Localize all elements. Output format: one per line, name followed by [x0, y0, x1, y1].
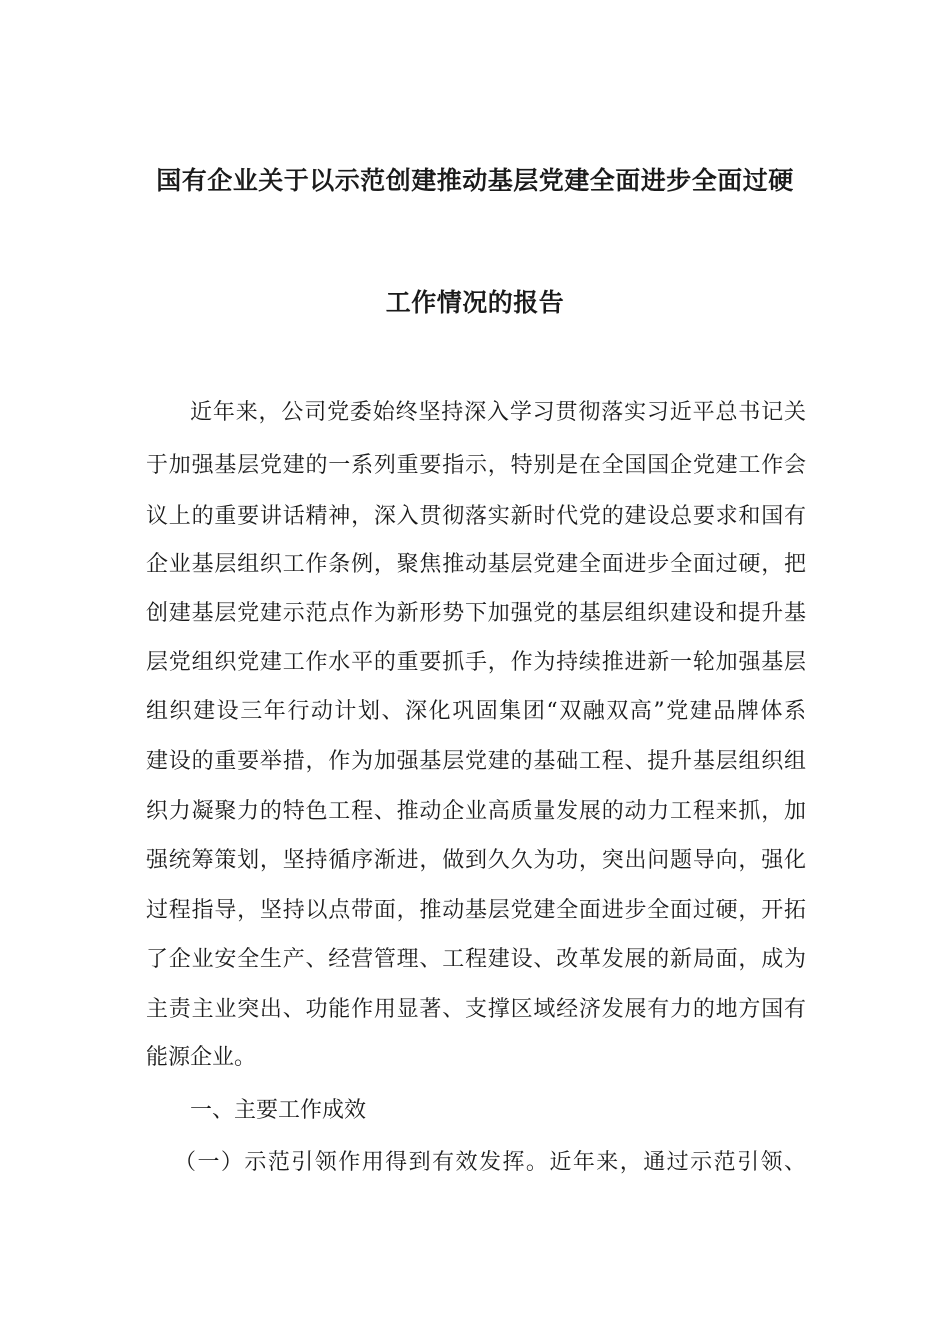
paragraph-line: 强统筹策划，坚持循序渐进，做到久久为功，突出问题导向，强化 [146, 848, 806, 873]
paragraph-line: 于加强基层党建的一系列重要指示，特别是在全国国企党建工作会 [146, 453, 806, 478]
paragraph-line: 能源企业。 [146, 1045, 257, 1070]
paragraph-line: 企业基层组织工作条例，聚焦推动基层党建全面进步全面过硬，把 [146, 552, 806, 577]
paragraph-line: 了企业安全生产、经营管理、工程建设、改革发展的新局面，成为 [146, 947, 806, 972]
paragraph-line: 建设的重要举措，作为加强基层党建的基础工程、提升基层组织组 [146, 749, 806, 774]
paragraph-line: 织力凝聚力的特色工程、推动企业高质量发展的动力工程来抓，加 [146, 799, 806, 824]
section-heading: 一、主要工作成效 [190, 1098, 367, 1123]
subsection-line: （一）示范引领作用得到有效发挥。近年来，通过示范引领、 [174, 1150, 806, 1175]
paragraph-line: 主责主业突出、功能作用显著、支撑区域经济发展有力的地方国有 [146, 997, 806, 1022]
document-title-line-2: 工作情况的报告 [385, 288, 565, 317]
paragraph-line: 近年来，公司党委始终坚持深入学习贯彻落实习近平总书记关 [190, 400, 806, 425]
paragraph-line: 创建基层党建示范点作为新形势下加强党的基层组织建设和提升基 [146, 601, 806, 626]
paragraph-line: 层党组织党建工作水平的重要抓手，作为持续推进新一轮加强基层 [146, 650, 806, 675]
paragraph-line: 议上的重要讲话精神，深入贯彻落实新时代党的建设总要求和国有 [146, 504, 806, 529]
paragraph-line: 过程指导，坚持以点带面，推动基层党建全面进步全面过硬，开拓 [146, 898, 806, 923]
paragraph-line: 组织建设三年行动计划、深化巩固集团“双融双高”党建品牌体系 [146, 699, 806, 724]
document-title-line-1: 国有企业关于以示范创建推动基层党建全面进步全面过硬 [156, 166, 794, 195]
